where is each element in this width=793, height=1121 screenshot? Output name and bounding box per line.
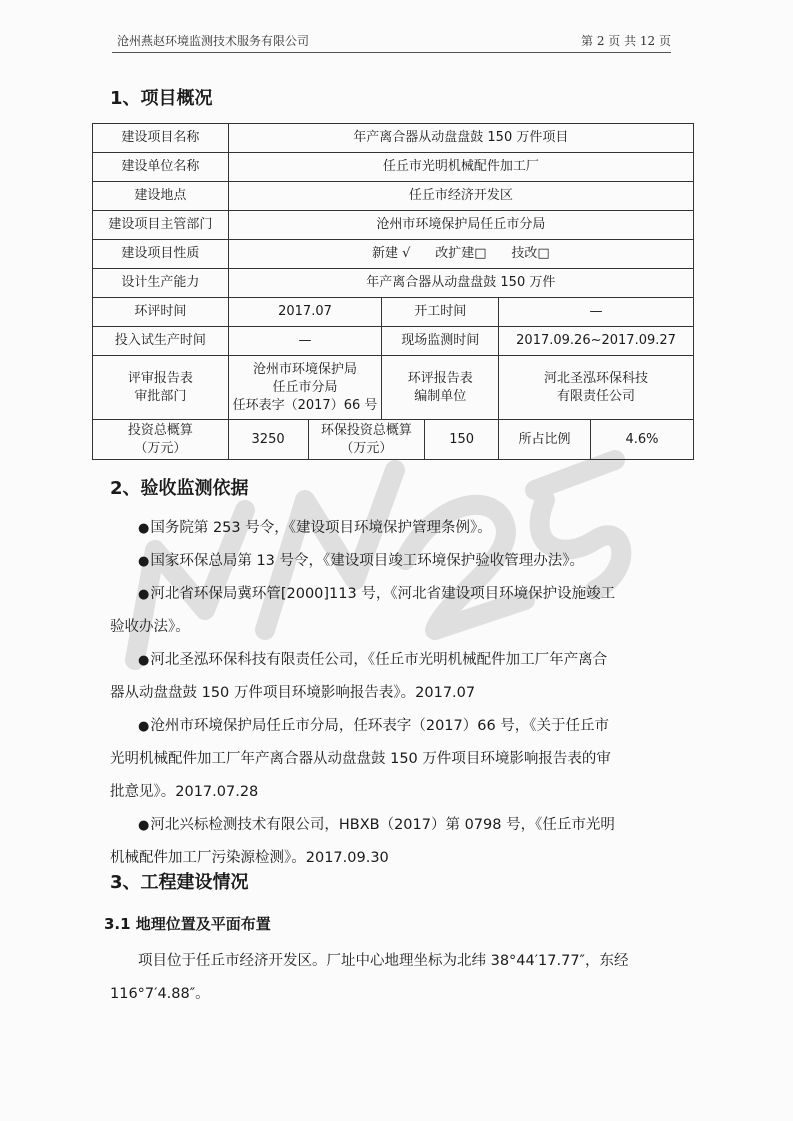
row-label [93,420,229,460]
bullet-icon: ● [138,653,150,668]
row-label: 所占比例 [499,420,591,460]
row-value: 沧州市环境保护局任丘市分局 [228,211,693,240]
table-row [93,211,694,240]
table-row [93,240,694,269]
bullet-icon: ● [138,554,150,569]
table-row [93,298,694,327]
row-label: 投入试生产时间 [93,327,229,356]
value-line: 河北圣泓环保科技 [544,370,649,386]
row-label: 环评时间 [93,298,229,327]
bullet-icon: ● [138,719,150,734]
value-line: 有限责任公司 [557,388,636,404]
list-item: ●国务院第 253 号令，《建设项目环境保护管理条例》。 [138,520,492,536]
list-item: ●沧州市环境保护局任丘市分局，任环表字（2017）66 号，《关于任丘市 光明机械配件加工厂年产离合器从动盘盘鼓 150 万件项目环境影响报告表的审 批意见》。2017.07.28 [110,718,611,800]
row-label [382,356,499,420]
row-label: 现场监测时间 [382,327,499,356]
label-line: （万元） [134,440,187,456]
bullet-icon: ● [138,521,150,536]
section-2-title: 2、验收监测依据 [110,478,249,499]
row-label: 建设地点 [93,182,229,211]
header-organization: 沧州燕赵环境监测技术服务有限公司 [117,34,310,48]
row-value: — [499,298,694,327]
row-value: 年产离合器从动盘盘鼓 150 万件 [228,269,693,298]
label-line: 环保投资总概算 [320,422,412,438]
row-value: 2017.09.26~2017.09.27 [499,327,694,356]
list-item: ●河北兴标检测技术有限公司，HBXB（2017）第 0798 号，《任丘市光明 机械配件加工厂污染源检测》。2017.09.30 [110,817,615,866]
bullet-icon: ● [138,587,150,602]
value-line: 任环表字（2017）66 号 [232,397,378,413]
row-value: 任丘市经济开发区 [228,182,693,211]
row-label: 设计生产能力 [93,269,229,298]
row-label: 建设项目主管部门 [93,211,229,240]
list-item: ●国家环保总局第 13 号令，《建设项目竣工环境保护验收管理办法》。 [138,553,585,569]
label-line: 评审报告表 [127,370,193,386]
row-value: 任丘市光明机械配件加工厂 [228,153,693,182]
row-value [228,356,382,420]
row-value: 150 [425,420,499,460]
label-line: 审批部门 [134,388,187,404]
list-item: ●河北省环保局冀环管[2000]113 号，《河北省建设项目环境保护设施竣工 验收办法》。 [110,586,616,635]
row-value: 新建 √ 改扩建□ 技改□ [228,240,693,269]
list-item: ●河北圣泓环保科技有限责任公司，《任丘市光明机械配件加工厂年产离合 器从动盘盘鼓 150 万件项目环境影响报告表》。2017.07 [110,652,608,701]
basis-list [110,512,665,875]
label-line: 投资总概算 [127,422,193,438]
subsection-3-1-title: 3.1 地理位置及平面布置 [104,915,271,933]
table-row [93,153,694,182]
row-value: 4.6% [591,420,694,460]
row-value: — [228,327,382,356]
row-label: 建设单位名称 [93,153,229,182]
row-value: 年产离合器从动盘盘鼓 150 万件项目 [228,124,693,153]
bullet-icon: ● [138,818,150,833]
value-line: 沧州市环境保护局 [252,361,357,377]
table-row [93,269,694,298]
row-label: 建设项目性质 [93,240,229,269]
row-label [93,356,229,420]
header-page-number: 第 2 页 共 12 页 [581,34,671,48]
label-line: （万元） [340,440,393,456]
section-3-title: 3、工程建设情况 [110,872,249,893]
row-value [499,356,694,420]
row-label: 建设项目名称 [93,124,229,153]
header-divider [112,52,671,53]
row-label: 开工时间 [382,298,499,327]
table-row [93,182,694,211]
section-1-title: 1、项目概况 [110,88,213,109]
row-value: 3250 [228,420,308,460]
label-line: 编制单位 [414,388,467,404]
table-row [93,356,694,420]
table-row [93,124,694,153]
table-row [93,327,694,356]
row-value: 2017.07 [228,298,382,327]
value-line: 任丘市分局 [272,379,338,395]
label-line: 环评报告表 [407,370,473,386]
location-paragraph: 项目位于任丘市经济开发区。厂址中心地理坐标为北纬 38°44′17.77″，东经 116°7′4.88″。 [110,953,629,1002]
row-label [308,420,425,460]
project-overview-table [92,123,694,460]
table-row [93,420,694,460]
